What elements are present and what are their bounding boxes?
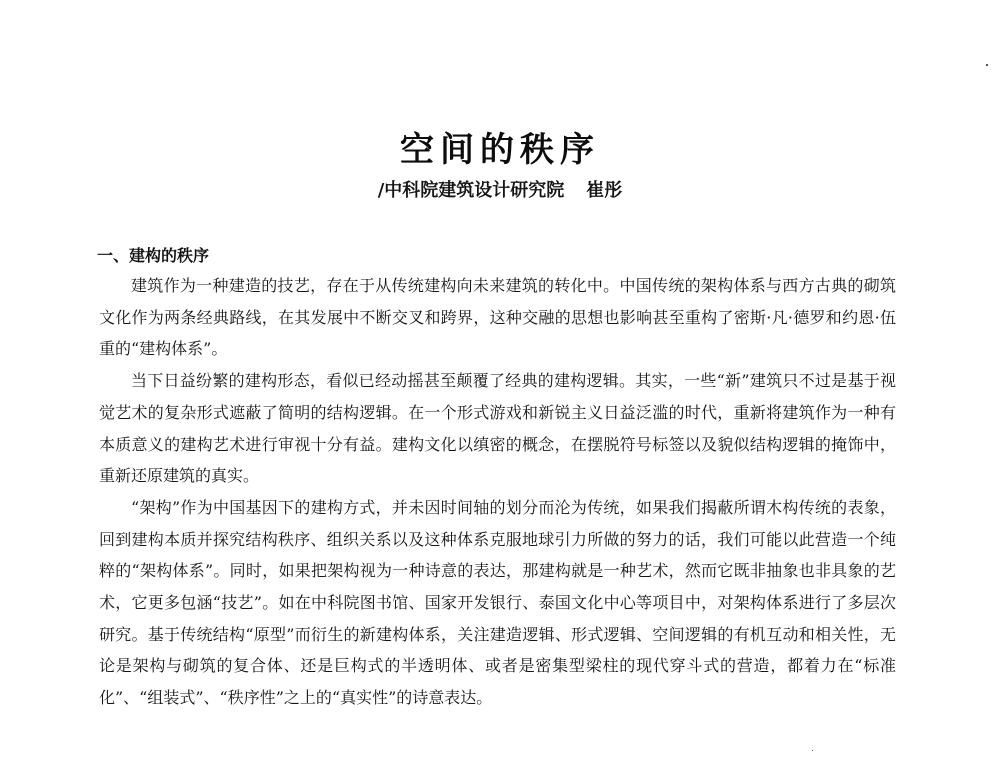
body-text [99, 270, 896, 714]
author-name: 崔彤 [586, 180, 623, 201]
page-title: 空间的秩序 [400, 130, 600, 170]
paragraph: 建筑作为一种建造的技艺，存在于从传统建构向未来建筑的转化中。中国传统的架构体系与西方古典的砌筑文化作为两条经典路线，在其发展中不断交叉和跨界，这种交融的思想也影响甚至重构了密斯·凡·德罗和约恩·伍重的“建构体系”。 [99, 276, 896, 359]
section-heading: 一、建构的秩序 [97, 246, 210, 265]
paragraph: “架构”作为中国基因下的建构方式，并未因时间轴的划分而沦为传统，如果我们揭蔽所谓木构传统的表象，回到建构本质并探究结构秩序、组织关系以及这种体系克服地球引力所做的努力的话，我们可能以此营造一个纯粹的“架构体系”。同时，如果把架构视为一种诗意的表达，那建构就是一种艺术，然而它既非抽象也非具象的艺术，它更多包涵“技艺”。如在中科院图书馆、国家开发银行、泰国文化中心等项目中，对架构体系进行了多层次研究。基于传统结构“原型”而衍生的新建构体系，关注建造逻辑、形式逻辑、空间逻辑的有机互动和相关性，无论是架构与砌筑的复合体、还是巨构式的半透明体、或者是密集型梁柱的现代穿斗式的营造，都着力在“标准化”、“组装式”、“秩序性”之上的“真实性”的诗意表达。 [99, 497, 896, 708]
paragraph: 当下日益纷繁的建构形态，看似已经动摇甚至颠覆了经典的建构逻辑。其实，一些“新”建筑只不过是基于视觉艺术的复杂形式遮蔽了简明的结构逻辑。在一个形式游戏和新锐主义日益泛滥的时代，重新将建筑作为一种有本质意义的建构艺术进行审视十分有益。建构文化以缜密的概念，在摆脱符号标签以及貌似结构逻辑的掩饰中，重新还原建筑的真实。 [99, 371, 896, 486]
affiliation: /中科院建筑设计研究院 [377, 180, 565, 201]
scan-speck [812, 750, 813, 751]
byline [0, 176, 1000, 202]
scan-speck [986, 64, 988, 66]
